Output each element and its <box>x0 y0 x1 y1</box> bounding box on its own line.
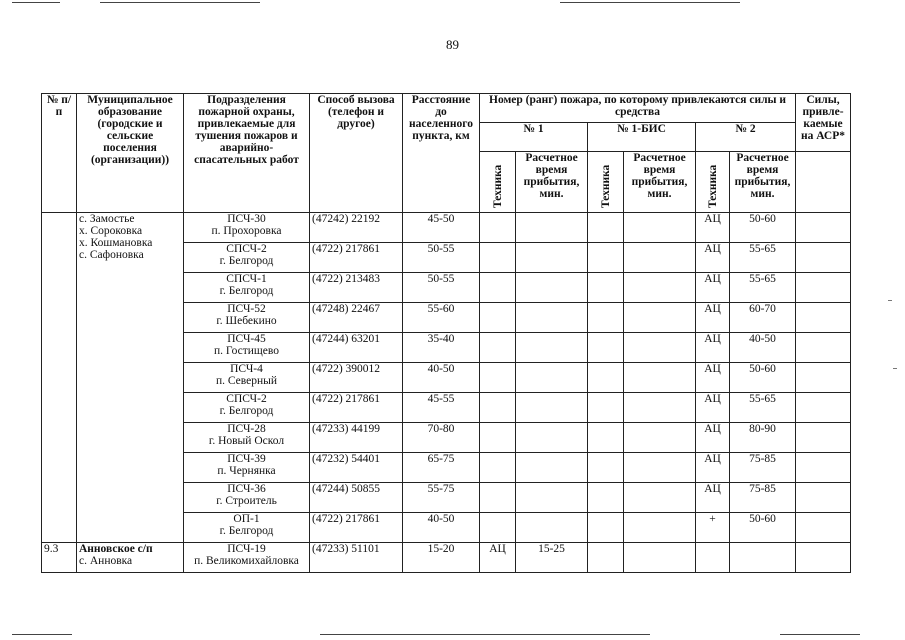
cell-arrival-2: 40-50 <box>730 333 796 363</box>
cell-arrival-1bis <box>624 453 696 483</box>
header-forces: Силы, привле-каемые на АСР* <box>796 94 851 152</box>
unit-name: ПСЧ-19 <box>227 543 266 555</box>
cell-phone: (47232) 54401 <box>310 453 403 483</box>
cell-technique-2: АЦ <box>696 423 730 453</box>
cell-technique-2: АЦ <box>696 243 730 273</box>
cell-arrival-1bis <box>624 483 696 513</box>
cell-phone: (4722) 213483 <box>310 273 403 303</box>
cell-arrival-1 <box>516 423 588 453</box>
cell-forces <box>796 303 851 333</box>
cell-unit <box>184 453 310 483</box>
cell-distance: 55-60 <box>403 303 480 333</box>
cell-arrival-2: 50-60 <box>730 363 796 393</box>
cell-arrival-1 <box>516 303 588 333</box>
cell-arrival-1 <box>516 213 588 243</box>
scan-edge-line <box>320 634 650 635</box>
cell-technique-1bis <box>588 303 624 333</box>
unit-name: СПСЧ-1 <box>226 273 267 285</box>
cell-phone: (47244) 63201 <box>310 333 403 363</box>
unit-place: г. Шебекино <box>216 315 277 327</box>
cell-phone: (47233) 44199 <box>310 423 403 453</box>
cell-unit <box>184 243 310 273</box>
unit-name: СПСЧ-2 <box>226 243 267 255</box>
cell-municipality <box>77 213 184 543</box>
cell-forces <box>796 453 851 483</box>
cell-technique-1bis <box>588 273 624 303</box>
unit-place: п. Прохоровка <box>211 225 282 237</box>
cell-forces <box>796 213 851 243</box>
cell-technique-1bis <box>588 483 624 513</box>
cell-distance: 35-40 <box>403 333 480 363</box>
scan-mark <box>893 368 897 369</box>
cell-technique-1 <box>480 393 516 423</box>
cell-arrival-1bis <box>624 213 696 243</box>
header-arrival-1bis: Расчетное время прибытия, мин. <box>624 152 696 213</box>
cell-unit <box>184 543 310 573</box>
cell-technique-1: АЦ <box>480 543 516 573</box>
unit-place: г. Строитель <box>216 495 277 507</box>
cell-arrival-1 <box>516 243 588 273</box>
cell-technique-1 <box>480 213 516 243</box>
cell-municipality <box>77 543 184 573</box>
cell-technique-1bis <box>588 513 624 543</box>
cell-forces <box>796 393 851 423</box>
fire-forces-table <box>41 93 851 573</box>
cell-arrival-1bis <box>624 543 696 573</box>
cell-unit <box>184 303 310 333</box>
cell-technique-1 <box>480 333 516 363</box>
scan-edge-line <box>12 634 72 635</box>
scan-mark <box>888 300 892 301</box>
cell-distance: 55-75 <box>403 483 480 513</box>
header-call-method: Способ вызова (телефон и другое) <box>310 94 403 213</box>
cell-arrival-1bis <box>624 303 696 333</box>
unit-name: ПСЧ-39 <box>227 453 266 465</box>
unit-place: п. Великомихайловка <box>194 555 299 567</box>
cell-phone: (4722) 217861 <box>310 513 403 543</box>
cell-arrival-1 <box>516 513 588 543</box>
cell-arrival-2: 60-70 <box>730 303 796 333</box>
cell-arrival-1 <box>516 333 588 363</box>
cell-arrival-1 <box>516 483 588 513</box>
unit-place: г. Белгород <box>219 255 274 267</box>
unit-place: п. Северный <box>215 375 278 387</box>
header-technique-2: Техника <box>696 152 730 213</box>
cell-forces <box>796 423 851 453</box>
cell-forces <box>796 333 851 363</box>
cell-technique-1bis <box>588 243 624 273</box>
cell-technique-1 <box>480 303 516 333</box>
header-technique-1bis: Техника <box>588 152 624 213</box>
cell-technique-1 <box>480 243 516 273</box>
cell-technique-2: АЦ <box>696 273 730 303</box>
cell-technique-1bis <box>588 333 624 363</box>
cell-distance: 50-55 <box>403 243 480 273</box>
cell-technique-1 <box>480 423 516 453</box>
scan-edge-line <box>12 2 60 3</box>
cell-arrival-1bis <box>624 363 696 393</box>
cell-arrival-2: 75-85 <box>730 483 796 513</box>
cell-technique-2: АЦ <box>696 333 730 363</box>
cell-phone: (4722) 217861 <box>310 243 403 273</box>
header-units: Подразделения пожарной охраны, привлекаемые для тушения пожаров и аварийно-спасательных работ <box>184 94 310 213</box>
municipality-place: с. Анновка <box>79 555 133 567</box>
header-distance: Расстояние до населенного пункта, км <box>403 94 480 213</box>
header-rank-group: Номер (ранг) пожара, по которому привлекаются силы и средства <box>480 94 796 123</box>
cell-technique-1 <box>480 273 516 303</box>
cell-technique-2: + <box>696 513 730 543</box>
cell-technique-2: АЦ <box>696 393 730 423</box>
cell-forces <box>796 243 851 273</box>
unit-place: г. Новый Оскол <box>208 435 285 447</box>
unit-name: ПСЧ-36 <box>227 483 266 495</box>
cell-arrival-2: 50-60 <box>730 513 796 543</box>
header-technique-1: Техника <box>480 152 516 213</box>
cell-arrival-1 <box>516 453 588 483</box>
unit-name: ОП-1 <box>233 513 260 525</box>
table-row <box>42 213 851 243</box>
cell-arrival-1 <box>516 363 588 393</box>
cell-unit <box>184 513 310 543</box>
cell-arrival-1 <box>516 273 588 303</box>
scan-edge-line <box>780 634 860 635</box>
cell-phone: (47248) 22467 <box>310 303 403 333</box>
cell-num <box>42 213 77 543</box>
header-forces-empty <box>796 152 851 213</box>
unit-place: п. Гостищево <box>214 345 279 357</box>
unit-name: ПСЧ-28 <box>227 423 266 435</box>
cell-forces <box>796 483 851 513</box>
unit-name: СПСЧ-2 <box>226 393 267 405</box>
cell-distance: 70-80 <box>403 423 480 453</box>
header-rank-1: № 1 <box>480 123 588 152</box>
cell-distance: 50-55 <box>403 273 480 303</box>
cell-forces <box>796 273 851 303</box>
header-rank-2: № 2 <box>696 123 796 152</box>
cell-distance: 45-55 <box>403 393 480 423</box>
cell-phone: (4722) 390012 <box>310 363 403 393</box>
cell-unit <box>184 393 310 423</box>
cell-technique-1bis <box>588 423 624 453</box>
header-rank-1bis: № 1-БИС <box>588 123 696 152</box>
cell-distance: 65-75 <box>403 453 480 483</box>
unit-name: ПСЧ-4 <box>230 363 263 375</box>
table-row <box>42 543 851 573</box>
cell-phone: (47244) 50855 <box>310 483 403 513</box>
cell-phone: (47233) 51101 <box>310 543 403 573</box>
municipality-list: с. Замостье х. Сороковка х. Кошмановка с. Сафоновка <box>79 213 153 261</box>
header-arrival-2: Расчетное время прибытия, мин. <box>730 152 796 213</box>
cell-arrival-1bis <box>624 243 696 273</box>
cell-arrival-1bis <box>624 333 696 363</box>
cell-technique-2: АЦ <box>696 363 730 393</box>
scan-edge-line <box>100 2 260 3</box>
cell-forces <box>796 543 851 573</box>
cell-technique-1bis <box>588 363 624 393</box>
cell-phone: (4722) 217861 <box>310 393 403 423</box>
cell-technique-1 <box>480 363 516 393</box>
cell-arrival-1bis <box>624 513 696 543</box>
cell-arrival-1bis <box>624 273 696 303</box>
unit-name: ПСЧ-45 <box>227 333 266 345</box>
unit-place: г. Белгород <box>219 405 274 417</box>
cell-unit <box>184 273 310 303</box>
cell-technique-1bis <box>588 453 624 483</box>
cell-arrival-2: 55-65 <box>730 273 796 303</box>
unit-name: ПСЧ-52 <box>227 303 266 315</box>
cell-distance: 40-50 <box>403 513 480 543</box>
municipality-name: Анновское с/п <box>79 543 153 555</box>
cell-technique-1bis <box>588 543 624 573</box>
cell-arrival-2: 80-90 <box>730 423 796 453</box>
header-arrival-1: Расчетное время прибытия, мин. <box>516 152 588 213</box>
scan-edge-line <box>560 2 740 3</box>
cell-arrival-2: 55-65 <box>730 243 796 273</box>
cell-technique-2: АЦ <box>696 483 730 513</box>
unit-place: г. Белгород <box>219 285 274 297</box>
cell-phone: (47242) 22192 <box>310 213 403 243</box>
cell-technique-2: АЦ <box>696 303 730 333</box>
cell-arrival-1bis <box>624 393 696 423</box>
cell-technique-2: АЦ <box>696 453 730 483</box>
cell-num: 9.3 <box>42 543 77 573</box>
cell-technique-1 <box>480 453 516 483</box>
cell-arrival-2: 75-85 <box>730 453 796 483</box>
cell-unit <box>184 213 310 243</box>
cell-distance: 40-50 <box>403 363 480 393</box>
unit-place: г. Белгород <box>219 525 274 537</box>
unit-place: п. Чернянка <box>217 465 276 477</box>
cell-arrival-2 <box>730 543 796 573</box>
cell-technique-1bis <box>588 213 624 243</box>
unit-name: ПСЧ-30 <box>227 213 266 225</box>
cell-distance: 45-50 <box>403 213 480 243</box>
header-num: № п/п <box>42 94 77 213</box>
cell-unit <box>184 423 310 453</box>
cell-distance: 15-20 <box>403 543 480 573</box>
cell-arrival-1 <box>516 393 588 423</box>
cell-technique-1bis <box>588 393 624 423</box>
cell-arrival-1bis <box>624 423 696 453</box>
cell-arrival-2: 50-60 <box>730 213 796 243</box>
cell-technique-1 <box>480 483 516 513</box>
cell-technique-1 <box>480 513 516 543</box>
cell-technique-2: АЦ <box>696 213 730 243</box>
cell-arrival-2: 55-65 <box>730 393 796 423</box>
cell-forces <box>796 363 851 393</box>
cell-forces <box>796 513 851 543</box>
page-number: 89 <box>446 37 459 52</box>
cell-technique-2 <box>696 543 730 573</box>
cell-unit <box>184 333 310 363</box>
cell-arrival-1: 15-25 <box>516 543 588 573</box>
header-municipality: Муниципальное образование (городские и сельские поселения (организации)) <box>77 94 184 213</box>
cell-unit <box>184 483 310 513</box>
cell-unit <box>184 363 310 393</box>
